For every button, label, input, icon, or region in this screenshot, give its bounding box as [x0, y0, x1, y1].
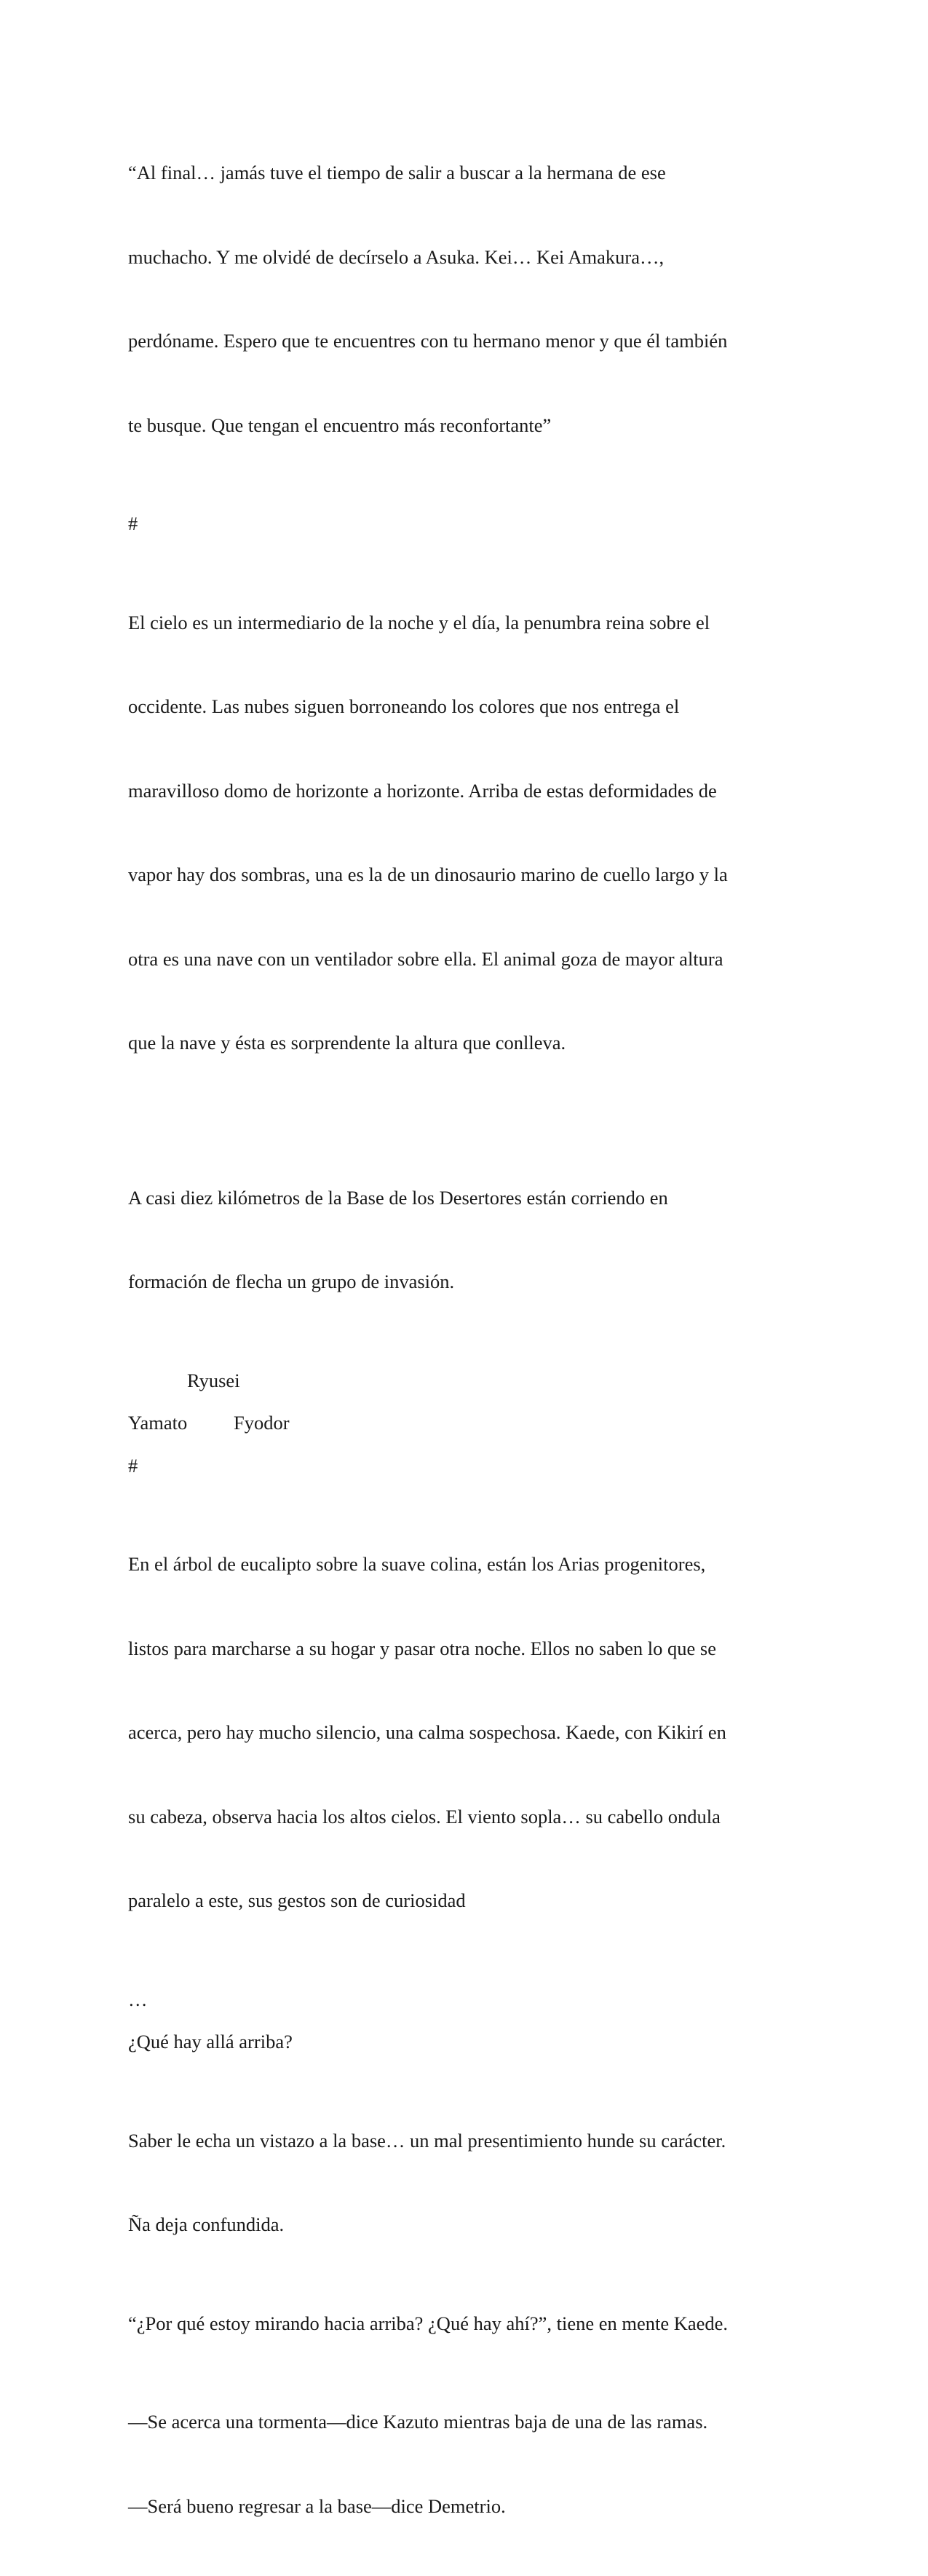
text-line: En el árbol de eucalipto sobre la suave colina, están los Arias progenitores,: [128, 1553, 706, 1575]
text-line: que la nave y ésta es sorprendente la altura que conlleva.: [128, 1032, 566, 1054]
text-line: “Al final… jamás tuve el tiempo de salir a buscar a la hermana de ese: [128, 162, 666, 183]
text-line: Saber le echa un vistazo a la base… un mal presentimiento hunde su carácter.: [128, 2129, 726, 2152]
section-separator: #: [128, 1454, 138, 1477]
paragraph-kaede-thought: “¿Por qué estoy mirando hacia arriba? ¿Qué hay ahí?”, tiene en mente Kaede.: [128, 2312, 729, 2334]
text-line: listos para marcharse a su hogar y pasar otra noche. Ellos no saben lo que se: [128, 1637, 716, 1659]
paragraph-sky: [128, 553, 798, 1113]
paragraph-question: ¿Qué hay allá arriba?: [128, 2031, 293, 2052]
paragraph-quote: [128, 103, 798, 495]
text-line: paralelo a este, sus gestos son de curiosidad: [128, 1889, 466, 1911]
text-line: formación de flecha un grupo de invasión.: [128, 1271, 455, 1292]
text-line: su cabeza, observa hacia los altos cielos. El viento sopla… su cabello ondula: [128, 1805, 721, 1828]
text-line: otra es una nave con un ventilador sobre ella. El animal goza de mayor altura: [128, 947, 723, 970]
text-line: maravilloso domo de horizonte a horizonte. Arriba de estas deformidades de: [128, 779, 717, 802]
paragraph-eucalyptus: [128, 1494, 798, 1971]
text-line: occidente. Las nubes siguen borroneando los colores que nos entrega el: [128, 695, 680, 717]
text-line: acerca, pero hay mucho silencio, una calma sospechosa. Kaede, con Kikirí en: [128, 1721, 726, 1743]
dialogue-block: [128, 2352, 798, 2576]
text-line: muchacho. Y me olvidé de decírselo a Asuka. Kei… Kei Amakura…,: [128, 245, 665, 268]
text-line: perdóname. Espero que te encuentres con tu hermano menor y que él también: [128, 330, 728, 352]
paragraph-saber: [128, 2071, 798, 2295]
formation-right: Fyodor: [234, 1412, 290, 1434]
text-line: te busque. Que tengan el encuentro más reconfortante”: [128, 414, 552, 436]
text-line: A casi diez kilómetros de la Base de los Desertores están corriendo en: [128, 1186, 668, 1209]
formation-lead: Ryusei: [187, 1369, 240, 1391]
ellipsis-line: …: [128, 1988, 148, 2010]
formation-left: Yamato: [128, 1412, 188, 1434]
text-line: vapor hay dos sombras, una es la de un dinosaurio marino de cuello largo y la: [128, 864, 728, 885]
dialogue-line: —Será bueno regresar a la base—dice Demetrio.: [128, 2494, 506, 2517]
paragraph-invasion: [128, 1128, 798, 1352]
section-separator: #: [128, 513, 138, 534]
document-page: [128, 103, 798, 2576]
dialogue-line: —Se acerca una tormenta—dice Kazuto mientras baja de una de las ramas.: [128, 2411, 708, 2433]
text-line: Ña deja confundida.: [128, 2213, 285, 2235]
text-line: El cielo es un intermediario de la noche y el día, la penumbra reina sobre el: [128, 611, 710, 633]
formation-wings: [128, 1409, 798, 1437]
